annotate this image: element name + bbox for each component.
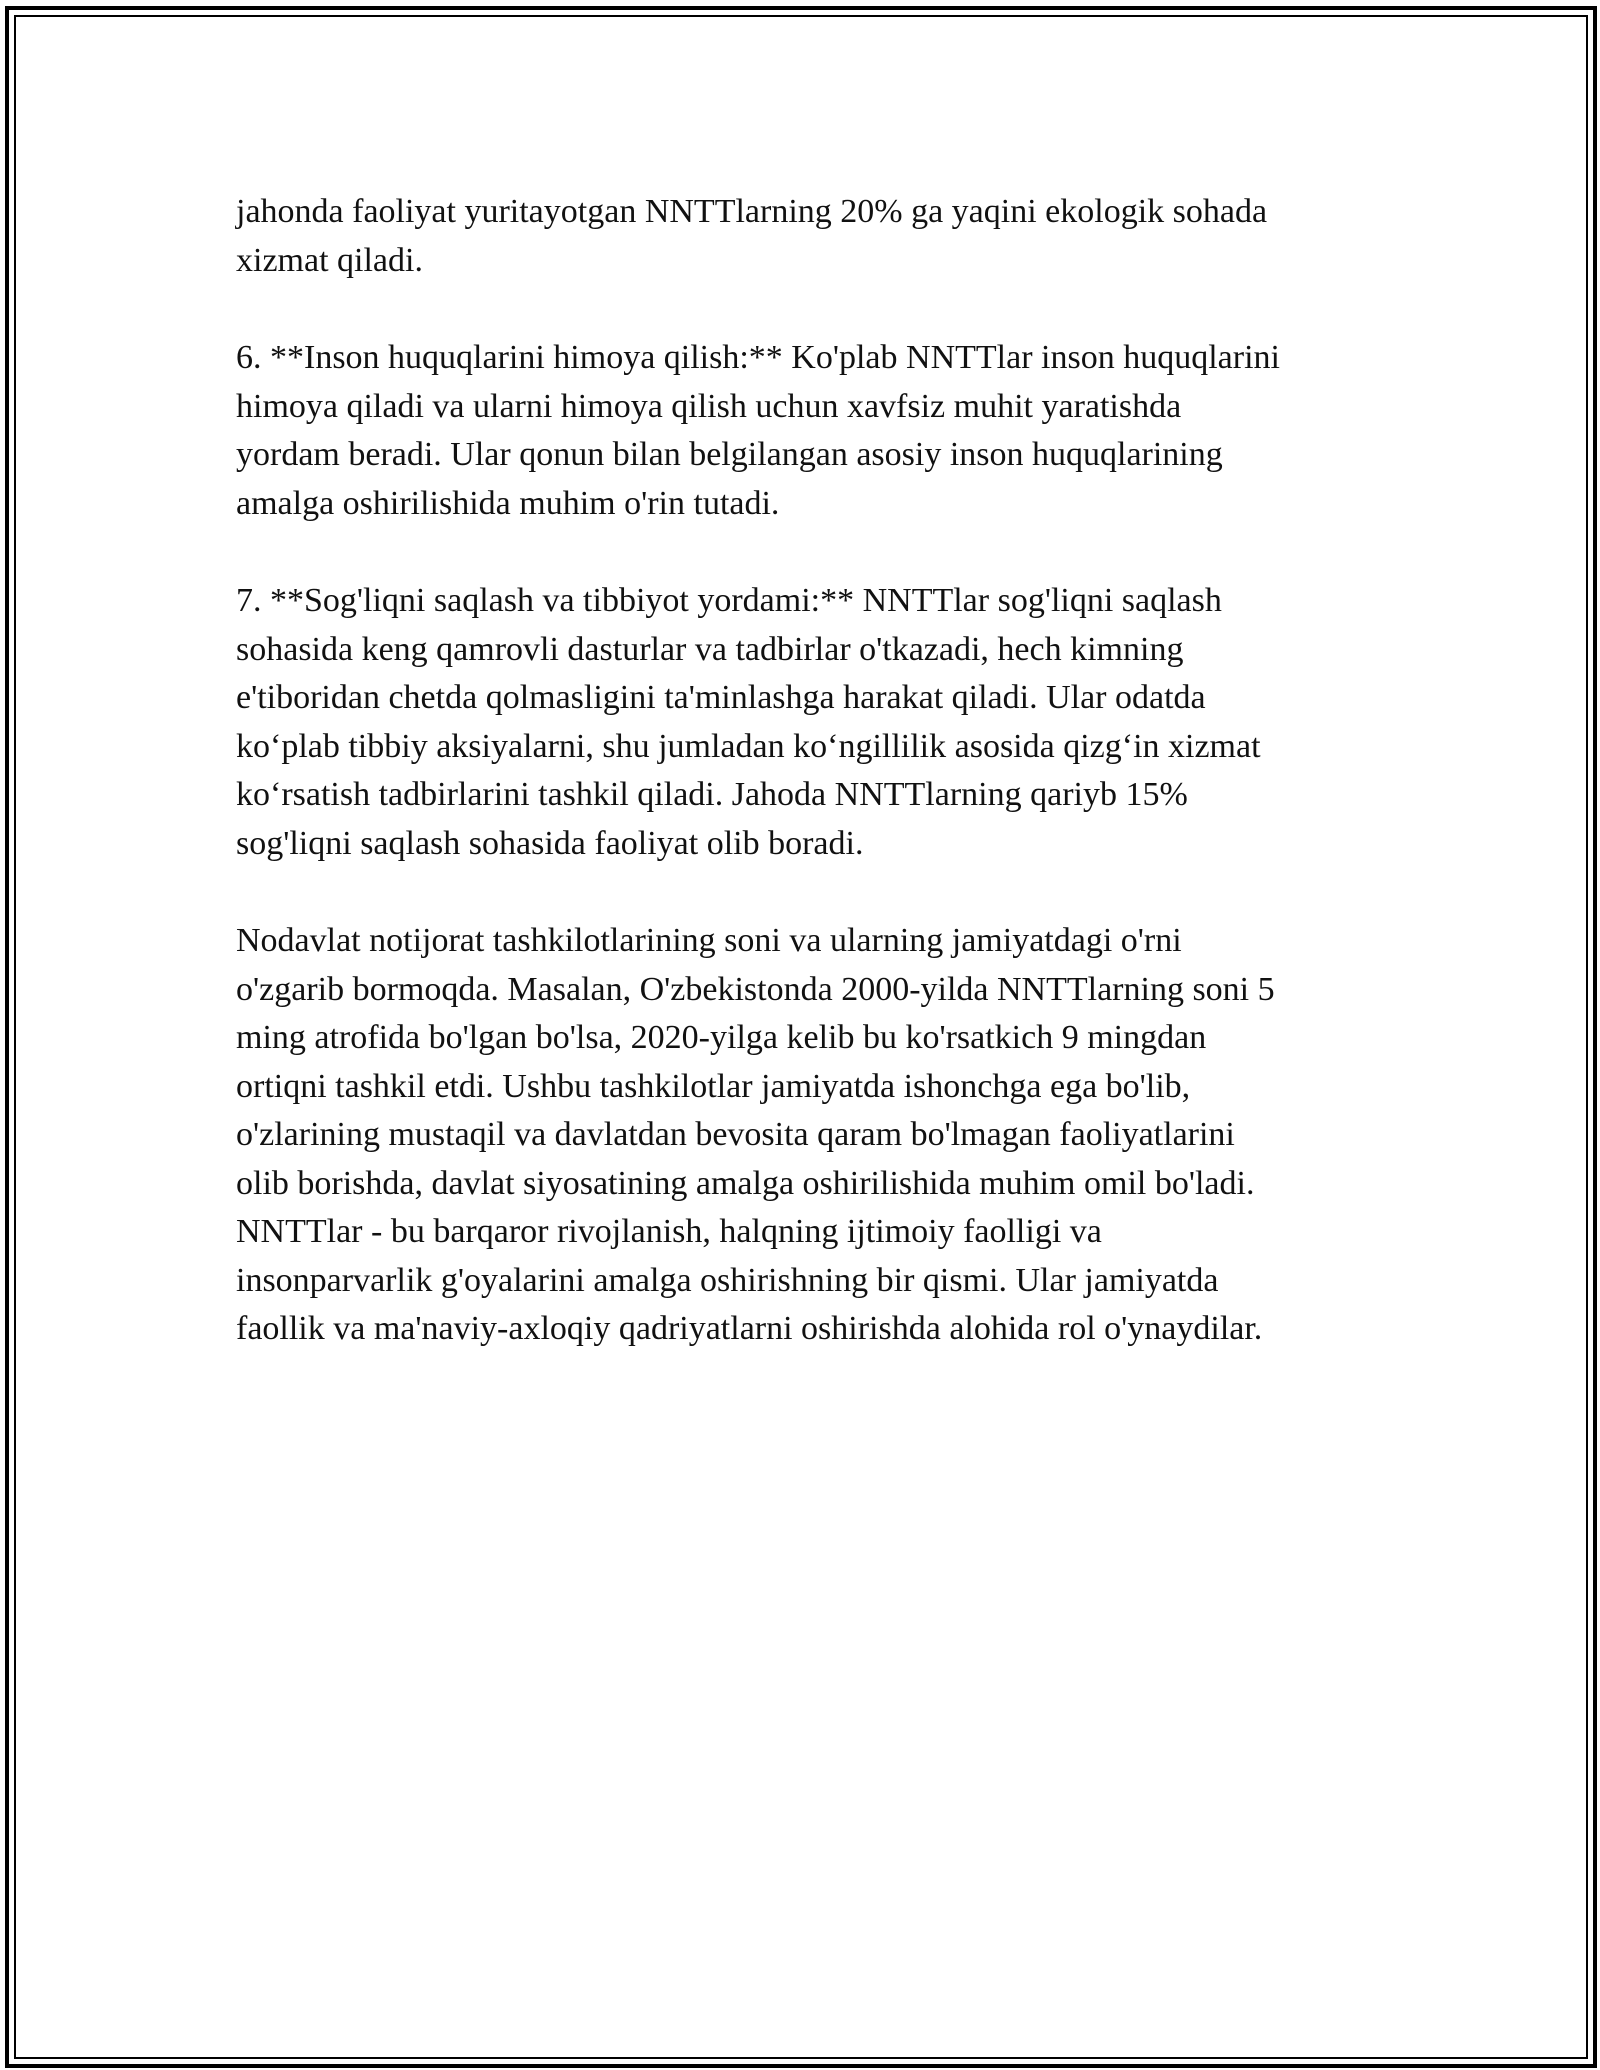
paragraph-ngo-statistics: Nodavlat notijorat tashkilotlarining soni va ularning jamiyatdagi o'rni o'zgarib bormoqda. Masalan, O'zbekistonda 2000-yilda NNTTlarning soni 5 ming atrofida bo'lgan bo'lsa, 2020-yilga kelib bu ko'rsatkich 9 mingdan ortiqni tashkil etdi. Ushbu tashkilotlar jamiyatda ishonchga ega bo'lib, o'zlarining mustaqil va davlatdan bevosita qaram bo'lmagan faoliyatlarini olib borishda, davlat siyosatining amalga oshirilishida muhim omil bo'ladi. NNTTlar - bu barqaror rivojlanish, halqning ijtimoiy faolligi va insonparvarlik g'oyalarini amalga oshirishning bir qismi. Ular jamiyatda faollik va ma'naviy-axloqiy qadriyatlarni oshirishda alohida rol o'ynaydilar. [236, 922, 1275, 1347]
document-body [236, 188, 1366, 1403]
paragraph-ecology-continuation: jahonda faoliyat yuritayotgan NNTTlarning 20% ga yaqini ekologik sohada xizmat qiladi. [236, 193, 1268, 279]
paragraph-healthcare: 7. **Sog'liqni saqlash va tibbiyot yordami:** NNTTlar sog'liqni saqlash sohasida keng qamrovli dasturlar va tadbirlar o'tkazadi, hech kimning e'tiboridan chetda qolmasligini ta'minlashga harakat qiladi. Ular odatda ko‘plab tibbiy aksiyalarni, shu jumladan ko‘ngillilik asosida qizg‘in xizmat ko‘rsatish tadbirlarini tashkil qiladi. Jahoda NNTTlarning qariyb 15% sog'liqni saqlash sohasida faoliyat olib boradi. [236, 582, 1261, 862]
paragraph-human-rights: 6. **Inson huquqlarini himoya qilish:** Ko'plab NNTTlar inson huquqlarini himoya qiladi va ularni himoya qilish uchun xavfsiz muhit yaratishda yordam beradi. Ular qonun bilan belgilangan asosiy inson huquqlarining amalga oshirilishida muhim o'rin tutadi. [236, 339, 1280, 522]
